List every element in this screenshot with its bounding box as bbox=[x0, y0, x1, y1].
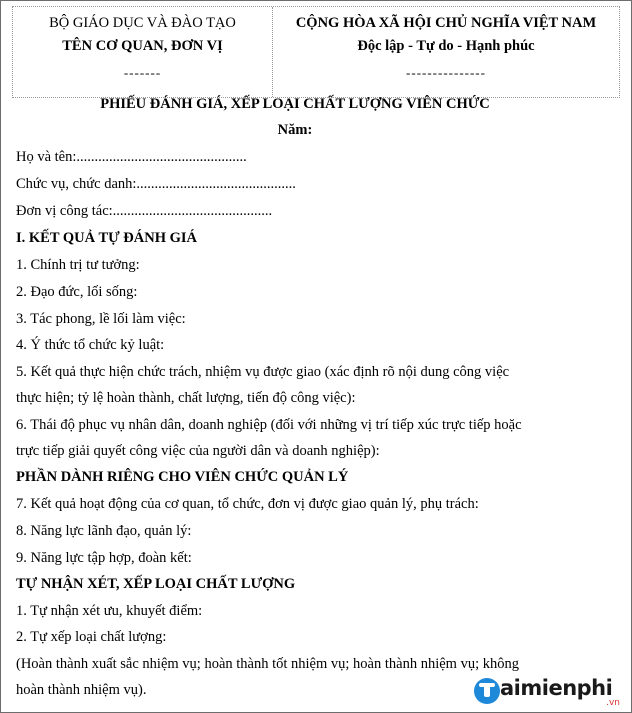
section3-heading: TỰ NHẬN XÉT, XẾP LOẠI CHẤT LƯỢNG bbox=[16, 576, 296, 592]
list-item: 5. Kết quả thực hiện chức trách, nhiệm vụ được giao (xác định rõ nội dung công việc bbox=[16, 364, 510, 380]
form-title: PHIẾU ĐÁNH GIÁ, XẾP LOẠI CHẤT LƯỢNG VIÊN CHỨC bbox=[100, 96, 490, 112]
logo-t-icon bbox=[474, 678, 500, 704]
list-item: hoàn thành nhiệm vụ). bbox=[16, 682, 147, 698]
list-item: 6. Thái độ phục vụ nhân dân, doanh nghiệp (đối với những vị trí tiếp xúc trực tiếp hoặc bbox=[16, 417, 522, 433]
left-separator: ------- bbox=[123, 65, 162, 80]
year-label: Năm: bbox=[277, 122, 313, 138]
list-item: 1. Tự nhận xét ưu, khuyết điểm: bbox=[16, 603, 203, 619]
list-item: 2. Đạo đức, lối sống: bbox=[16, 284, 138, 300]
field-position: Chức vụ, chức danh:............................................ bbox=[16, 176, 296, 192]
list-item: 3. Tác phong, lề lối làm việc: bbox=[16, 311, 186, 327]
list-item: 2. Tự xếp loại chất lượng: bbox=[16, 629, 167, 645]
logo-text: aimienphi bbox=[500, 676, 613, 700]
list-item: 8. Năng lực lãnh đạo, quản lý: bbox=[16, 523, 192, 539]
list-item: 7. Kết quả hoạt động của cơ quan, tổ chức, đơn vị được giao quản lý, phụ trách: bbox=[16, 496, 479, 512]
header-table bbox=[12, 6, 620, 98]
right-separator: --------------- bbox=[406, 65, 486, 80]
field-unit: Đơn vị công tác:............................................ bbox=[16, 203, 273, 219]
list-item: 4. Ý thức tổ chức kỷ luật: bbox=[16, 337, 165, 353]
list-item: (Hoàn thành xuất sắc nhiệm vụ; hoàn thành tốt nhiệm vụ; hoàn thành nhiệm vụ; không bbox=[16, 656, 519, 672]
watermark-logo bbox=[474, 676, 626, 706]
agency-name: TÊN CƠ QUAN, ĐƠN VỊ bbox=[62, 38, 223, 54]
list-item: trực tiếp giải quyết công việc của người dân và doanh nghiệp): bbox=[16, 443, 380, 459]
national-title: CỘNG HÒA XÃ HỘI CHỦ NGHĨA VIỆT NAM bbox=[295, 15, 597, 31]
national-motto: Độc lập - Tự do - Hạnh phúc bbox=[357, 38, 535, 54]
list-item: thực hiện; tỷ lệ hoàn thành, chất lượng, tiến độ công việc): bbox=[16, 390, 356, 406]
field-name: Họ và tên:............................................... bbox=[16, 149, 247, 165]
logo-suffix: .vn bbox=[606, 698, 620, 708]
section1-heading: I. KẾT QUẢ TỰ ĐÁNH GIÁ bbox=[16, 230, 198, 246]
section2-heading: PHẦN DÀNH RIÊNG CHO VIÊN CHỨC QUẢN LÝ bbox=[16, 469, 349, 485]
ministry-name: BỘ GIÁO DỤC VÀ ĐÀO TẠO bbox=[49, 15, 236, 31]
list-item: 1. Chính trị tư tưởng: bbox=[16, 257, 140, 273]
list-item: 9. Năng lực tập hợp, đoàn kết: bbox=[16, 550, 192, 566]
